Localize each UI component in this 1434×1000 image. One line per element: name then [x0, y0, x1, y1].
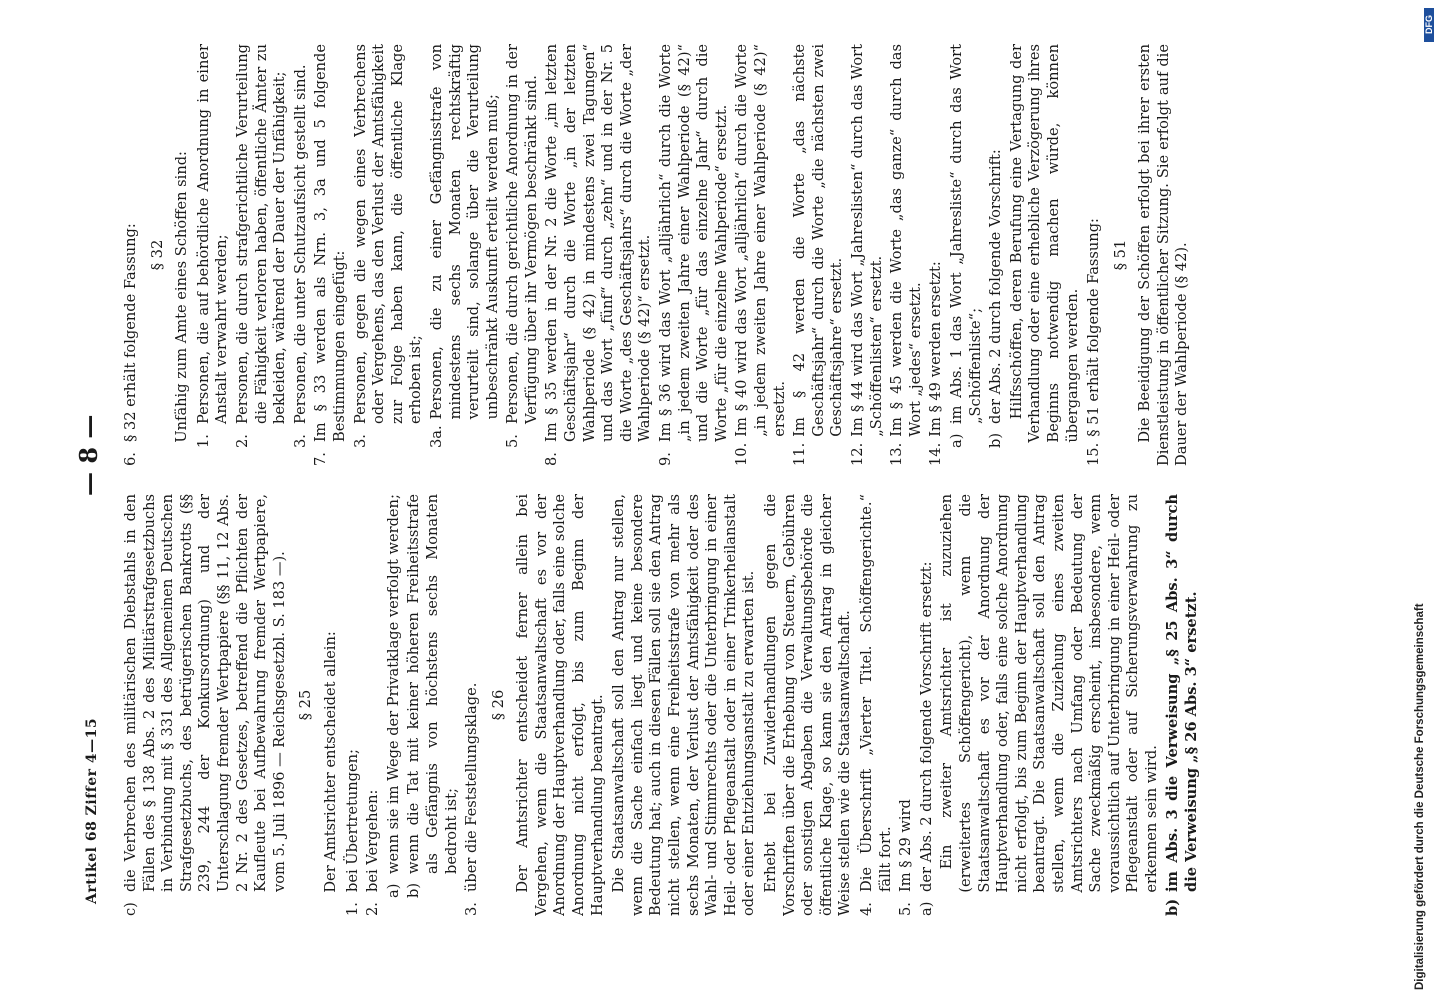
item-text: Im § 35 werden in der Nr. 2 die Worte „im letzten Geschäftsjahr“ durch die Worte „in der letzten Wahlperiode (§ 42) in mindestens zwei Tagungen“ und das Wort „fünf“ durch „zehn“ und in der Nr. 5 die Worte „des Geschäftsjahrs“ durch die Worte „der Wahlperiode (§ 42)“ ersetzt. [543, 44, 654, 442]
item-text: Im § 36 wird das Wort „alljährlich“ durch die Worte „in jedem zweiten Jahre einer Wahlperiode (§ 42)“ und die Worte „für das einzelne Jahr“ durch die Worte „für die einzelne Wahlperiode“ ersetzt. [657, 44, 730, 442]
item-marker: 8. [543, 452, 561, 466]
left-column [122, 494, 1432, 916]
list-item [122, 44, 141, 466]
list-item [312, 44, 349, 466]
digitization-caption [1410, 0, 1434, 1000]
list-item [1164, 494, 1201, 916]
quoted-provision: Ein zweiter Amtsrichter ist zuzuziehen (erweitertes Schöffengericht), wenn die Staatsanwaltschaft es vor der Anordnung der Hauptverhandlung oder, falls eine solche Anordnung nicht erfolgt, bis zum Beginn der Hauptverhandlung beantragt. Die Staatsanwaltschaft soll den Antrag stellen, wenn die Zuziehung eines zweiten Amtsrichters nach Umfang oder Bedeutung der Sache zweckmäßig erscheint, insbesondere, wenn voraussichtlich auf Unterbringung in einer Heil- oder Pflegeanstalt oder auf Sicherungsverwahrung zu erkennen sein wird. [938, 494, 1160, 893]
item-text: Im § 44 wird das Wort „Jahreslisten“ durch das Wort „Schöffenlisten“ ersetzt. [848, 44, 885, 437]
item-text: im Abs. 1 das Wort „Jahresliste“ durch das Wort „Schöffenliste“; [947, 44, 984, 424]
text-columns [122, 44, 1432, 916]
list-item [858, 494, 895, 916]
item-marker: 3. [463, 902, 481, 916]
list-item [352, 44, 426, 466]
item-text: Im § 33 werden als Nrn. 3, 3a und 5 folgende Bestimmungen eingefügt: [312, 44, 348, 442]
dfg-logo: DFG [1424, 8, 1434, 42]
item-text: über die Feststellungsklage. [463, 682, 481, 892]
section-heading-26: § 26 [489, 689, 507, 721]
paragraph: Die Beeidigung der Schöffen erfolgt bei ihrer ersten Dienstleistung in öffentlicher Sitzung. Sie erfolgt auf die Dauer der Wahlperiode (§ 42). [1136, 44, 1191, 466]
list-item [657, 44, 731, 466]
item-marker: b) [1164, 898, 1182, 916]
running-header [70, 44, 122, 916]
list-item [234, 44, 290, 466]
item-marker: 5. [897, 902, 915, 916]
list-item [463, 494, 482, 916]
item-text: Im § 49 werden ersetzt: [927, 261, 945, 437]
item-marker: 10. [733, 442, 751, 466]
item-text: der Abs. 2 durch folgende Vorschrift: [987, 149, 1005, 424]
item-marker: b) [987, 432, 1005, 448]
item-text: Im § 29 wird [897, 799, 915, 892]
list-item [918, 494, 937, 916]
item-text: § 51 erhält folgende Fassung: [1085, 218, 1103, 437]
item-marker: 9. [657, 452, 675, 466]
item-text: Personen, die auf behördliche Anordnung in einer Anstalt verwahrt werden; [194, 44, 231, 424]
paragraph: Die Staatsanwaltschaft soll den Antrag nur stellen, wenn die Sache einfach liegt und keine besondere Bedeutung hat; auch in diesen Fällen soll sie den Antrag nicht stellen, wenn eine Freiheitsstrafe von mehr als sechs Monaten, der Verlust der Amtsfähigkeit oder des Wahl- und Stimmrechts oder die Unterbringung in einer Heil- oder Pflegeanstalt oder in einer Trinkerheilanstalt oder einer Entziehungsanstalt zu erwarten ist. [610, 494, 758, 916]
list-item [849, 44, 886, 466]
list-item [888, 44, 925, 466]
list-item [733, 44, 789, 466]
section-25-intro: Der Amtsrichter entscheidet allein: [321, 631, 339, 893]
section-32-intro: Unfähig zum Amte eines Schöffen sind: [173, 151, 191, 443]
header-article-reference: Artikel 68 Ziffer 4—15 [84, 717, 100, 904]
section-heading-32: § 32 [148, 239, 166, 271]
item-marker: 15. [1085, 442, 1103, 466]
list-item [987, 44, 1006, 466]
item-text: wenn die Tat mit keiner höheren Freiheitsstrafe als Gefängnis von höchstens sechs Monaten bedroht ist; [405, 494, 460, 874]
item-text: bei Übertretungen; [343, 749, 361, 892]
item-marker: 2. [364, 902, 382, 916]
list-item [948, 44, 985, 466]
item-marker: 3a. [427, 425, 445, 448]
caption-text: Digitalisierung gefördert durch die Deutsche Forschungsgemeinschaft [1414, 603, 1426, 990]
item-marker: 12. [848, 442, 866, 466]
section-heading-51: § 51 [1111, 239, 1129, 271]
paragraph: Erhebt bei Zuwiderhandlungen gegen die Vorschriften über die Erhebung von Steuern, Gebühren oder sonstigen Abgaben die Verwaltungsbehörde die öffentliche Klage, so kann sie den Antrag in gleicher Weise stellen wie die Staatsanwaltschaft. [762, 494, 854, 916]
item-text: wenn sie im Wege der Privatklage verfolgt werden; [384, 494, 402, 874]
page-number: — 8 — [74, 414, 103, 496]
item-marker: b) [405, 882, 423, 898]
item-text: Personen, die durch strafgerichtliche Verurteilung die Fähigkeit verloren haben, öffentliche Ämter zu bekleiden, während der Dauer der Unfähigkeit; [233, 44, 289, 424]
list-item [1085, 44, 1104, 466]
list-item [405, 494, 461, 916]
list-item [897, 494, 916, 916]
list-item [344, 494, 363, 916]
item-text: Im § 40 wird das Wort „alljährlich“ durch die Worte „in jedem zweiten Jahre einer Wahlperiode (§ 42)“ ersetzt. [733, 44, 788, 437]
right-column [122, 44, 1432, 466]
item-marker: 5. [504, 434, 522, 448]
item-marker: c) [122, 902, 139, 916]
item-text: Personen, die unter Schutzaufsicht gestellt sind. [291, 64, 309, 424]
item-marker: 3. [291, 434, 309, 448]
item-marker: 14. [927, 442, 945, 466]
list-item [428, 44, 502, 466]
list-item [791, 44, 847, 466]
quoted-provision: Hilfsschöffen, deren Berufung eine Vertagung der Verhandlung oder eine erhebliche Verzögerung ihres Beginns notwendig machen würde, können übergangen werden. [1007, 44, 1081, 443]
item-marker: 4. [857, 902, 875, 916]
list-item [364, 494, 383, 916]
list-item [385, 494, 404, 916]
item-text: Im § 45 werden die Worte „das ganze“ durch das Wort „jedes“ ersetzt. [888, 44, 924, 437]
item-marker: 1. [343, 902, 361, 916]
item-text: im Abs. 3 die Verweisung „§ 25 Abs. 3“ durch die Verweisung „§ 26 Abs. 3“ ersetzt. [1164, 494, 1201, 892]
item-marker: 3. [351, 434, 369, 448]
item-text: § 32 erhält folgende Fassung: [122, 223, 139, 442]
item-text: Personen, die zu einer Gefängnisstrafe von mindestens sechs Monaten rechtskräftig verurteilt sind, solange über die Verurteilung unbeschränkt Auskunft erteilt werden muß; [427, 44, 501, 420]
item-marker: 11. [791, 442, 809, 466]
item-marker: 2. [233, 434, 251, 448]
item-text: die Verbrechen des militärischen Diebstahls in den Fällen des § 138 Abs. 2 des Militärstrafgesetzbuchs in Verbindung mit § 331 des Allgemeinen Deutschen Strafgesetzbuchs, des betrügerischen Bankrotts (§§ 239, 244 der Konkursordnung) und der Unterschlagung fremder Wertpapiere (§§ 11, 12 Abs. 2 Nr. 2 des Gesetzes, betreffend die Pflichten der Kaufleute bei Aufbewahrung fremder Wertpapiere, vom 5. Juli 1896 — Reichsgesetzbl. S. 183 —). [122, 494, 288, 892]
list-item [292, 44, 311, 466]
item-marker: 13. [888, 442, 906, 466]
item-marker: 6. [122, 452, 139, 466]
item-text: Personen, die durch gerichtliche Anordnung in der Verfügung über ihr Vermögen beschränkt sind. [504, 44, 540, 424]
item-marker: a) [947, 433, 965, 448]
item-text: Personen, gegen die wegen eines Verbrechens oder Vergehens, das den Verlust der Amtsfähigkeit zur Folge haben kann, die öffentliche Klage erhoben ist; [351, 44, 425, 424]
item-marker: 7. [312, 452, 330, 466]
item-marker: 1. [194, 434, 212, 448]
document-page [70, 30, 1434, 930]
list-item [543, 44, 655, 466]
list-item [927, 44, 946, 466]
paragraph: Der Amtsrichter entscheidet ferner allein bei Vergehen, wenn die Staatsanwaltschaft es vor der Anordnung der Hauptverhandlung oder, falls eine solche Anordnung nicht erfolgt, bis zum Beginn der Hauptverhandlung beantragt. [514, 494, 606, 916]
item-text: Die Überschrift „Vierter Titel. Schöffengerichte.“ fällt fort. [857, 494, 894, 892]
item-text: Im § 42 werden die Worte „das nächste Geschäftsjahr“ durch die Worte „die nächsten zwei Geschäftsjahre“ ersetzt. [791, 44, 846, 437]
list-item [504, 44, 541, 466]
item-marker: a) [917, 901, 935, 916]
list-item-c [122, 494, 289, 916]
item-marker: a) [384, 883, 402, 898]
item-text: der Abs. 2 durch folgende Vorschrift ersetzt: [917, 561, 935, 892]
item-text: bei Vergehen: [364, 789, 382, 892]
section-heading-25: § 25 [297, 689, 315, 721]
list-item [195, 44, 232, 466]
